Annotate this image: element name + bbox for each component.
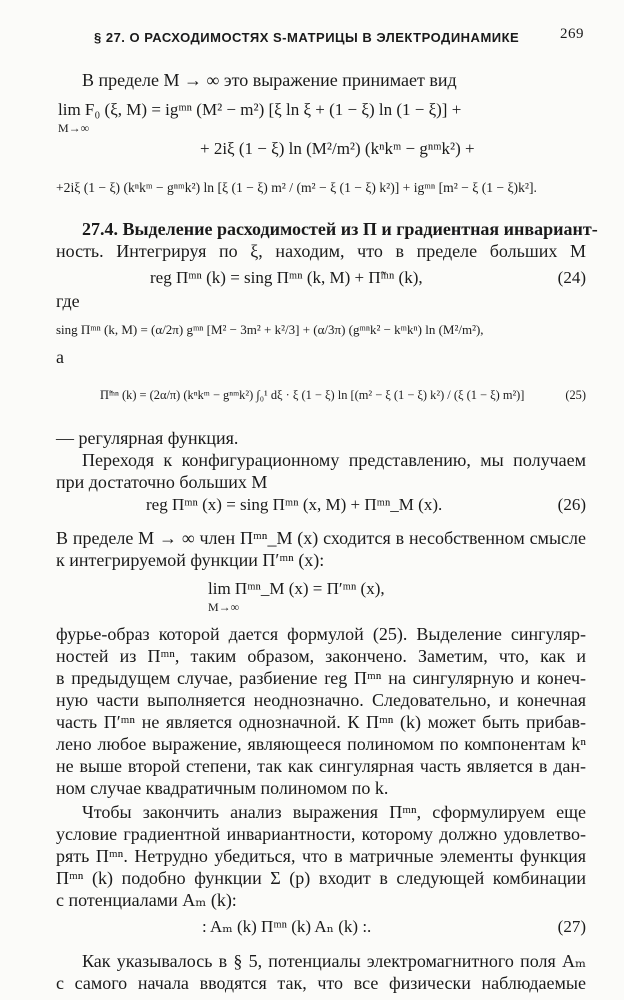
text-line: лено любое выражение, являющееся полиномом по компонентам kⁿ: [56, 734, 586, 754]
text-line: с самого начала вводятся так, что все физически наблюдаемые: [56, 973, 586, 993]
equation-line: lim F₀ (ξ, M) = igᵐⁿ (M² − m²) [ξ ln ξ + (1 − ξ) ln (1 − ξ)] +: [58, 100, 462, 119]
text-line: условие градиентной инвариантности, которому должно удовлетво-: [56, 824, 586, 844]
equation-number: (26): [557, 495, 586, 514]
equation-subscript: M→∞: [58, 121, 90, 135]
text-line: Переходя к конфигурационному представлению, мы получаем: [82, 450, 586, 470]
equation-number: (25): [565, 388, 586, 402]
page-header: [94, 26, 584, 50]
text-line: с потенциалами Aₘ (k):: [56, 890, 237, 910]
text-line: часть П′ᵐⁿ не является однозначной. К Пᵐⁿ (k) может быть прибав-: [56, 712, 586, 732]
equation-number: (24): [557, 268, 586, 287]
equation-number: (27): [557, 917, 586, 936]
equation-body: reg Пᵐⁿ (k) = sing Пᵐⁿ (k, M) + П̃ᵐⁿ (k),: [150, 268, 423, 287]
running-title: § 27. О РАСХОДИМОСТЯХ S-МАТРИЦЫ В ЭЛЕКТРОДИНАМИКЕ: [94, 30, 520, 45]
equation-subscript: M→∞: [208, 600, 240, 614]
page-number: 269: [560, 26, 584, 42]
text-line: ность. Интегрируя по ξ, находим, что в пределе больших M: [56, 241, 586, 261]
text-line: Пᵐⁿ (k) подобно функции Σ (p) входит в следующей комбинации: [56, 868, 586, 888]
text-line: к интегрируемой функции П′ᵐⁿ (x):: [56, 550, 325, 570]
text-line: рять Пᵐⁿ. Нетрудно убедиться, что в матричные элементы функция: [56, 846, 586, 866]
equation-line: sing Пᵐⁿ (k, M) = (α/2π) gᵐⁿ [M² − 3m² + k²/3] + (α/3π) (gᵐⁿk² − kᵐkⁿ) ln (M²/m²),: [56, 322, 484, 337]
text-line: при достаточно больших M: [56, 472, 268, 492]
text-line: в предыдущем случае, разбиение reg Пᵐⁿ на сингулярную и конеч-: [56, 668, 586, 688]
text-line: Как указывалось в § 5, потенциалы электромагнитного поля Aₘ: [82, 951, 586, 971]
text-line: ную части выполняется неоднозначно. Следовательно, и конечная: [56, 690, 586, 710]
equation-body: reg Пᵐⁿ (x) = sing Пᵐⁿ (x, M) + Пᵐⁿ_M (x).: [146, 495, 443, 514]
equation-body: : Aₘ (k) Пᵐⁿ (k) Aₙ (k) :.: [202, 917, 372, 936]
section-heading: 27.4. Выделение расходимостей из П и градиентная инвариант-: [82, 219, 598, 239]
text-line: Чтобы закончить анализ выражения Пᵐⁿ, сформулируем еще: [82, 802, 586, 822]
text-line: а: [56, 347, 64, 367]
equation-body: П̃ᵐⁿ (k) = (2α/π) (kⁿkᵐ − gⁿᵐk²) ∫₀¹ dξ · ξ (1 − ξ) ln [(m² − ξ (1 − ξ) k²) / (ξ (1 − ξ) m²)]: [100, 388, 525, 402]
text-line: ном случае квадратичным полиномом по k.: [56, 778, 389, 798]
text-line: В пределе M → ∞ это выражение принимает вид: [82, 70, 457, 90]
text-line: где: [56, 291, 80, 311]
text-line: ностей из Пᵐⁿ, таким образом, закончено. Заметим, что, как и: [56, 646, 586, 666]
text-line: не выше второй степени, так как сингулярная часть является в дан-: [56, 756, 586, 776]
text-line: фурье-образ которой дается формулой (25). Выделение сингуляр-: [56, 624, 586, 644]
equation-line: + 2iξ (1 − ξ) ln (M²/m²) (kⁿkᵐ − gⁿᵐk²) +: [200, 139, 475, 158]
equation-line: lim Пᵐⁿ_M (x) = П′ᵐⁿ (x),: [208, 579, 385, 598]
text-line: — регулярная функция.: [56, 428, 239, 448]
text-line: В пределе M → ∞ член Пᵐⁿ_M (x) сходится в несобственном смысле: [56, 528, 586, 548]
equation-line: +2iξ (1 − ξ) (kⁿkᵐ − gⁿᵐk²) ln [ξ (1 − ξ) m² / (m² − ξ (1 − ξ) k²)] + igᵐⁿ [m² − ξ (1 − ξ)k²].: [56, 180, 537, 195]
